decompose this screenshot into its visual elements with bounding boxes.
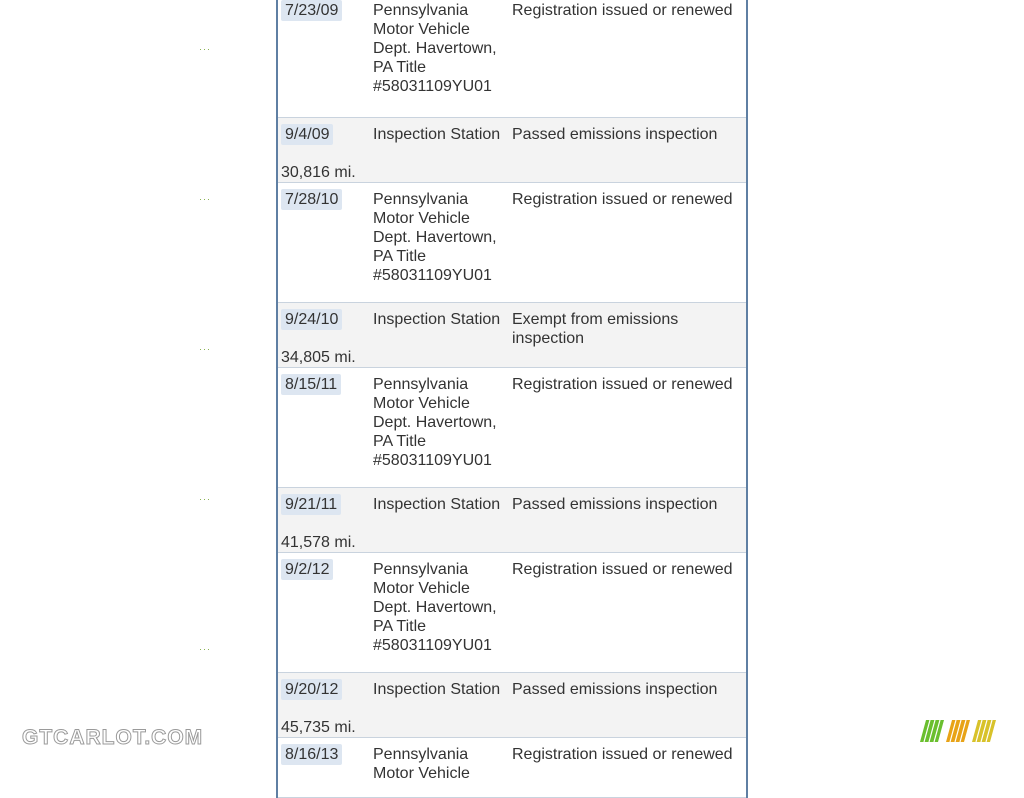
logo-stripe-group-orange xyxy=(946,720,970,742)
record-date: 9/4/09 xyxy=(281,124,333,145)
table-row xyxy=(278,673,746,738)
side-marker: ··· xyxy=(199,644,211,654)
record-date: 8/15/11 xyxy=(281,374,341,395)
logo-stripe-group-yellow xyxy=(972,720,996,742)
record-detail: Passed emissions inspection xyxy=(512,496,718,513)
record-detail: Registration issued or renewed xyxy=(512,2,733,19)
side-marker: ··· xyxy=(199,344,211,354)
record-source: Inspection Station xyxy=(373,681,501,698)
table-row xyxy=(278,0,746,118)
table-row xyxy=(278,183,746,303)
history-table xyxy=(276,0,748,798)
record-date: 7/28/10 xyxy=(281,189,342,210)
record-detail: Registration issued or renewed xyxy=(512,191,733,208)
table-row xyxy=(278,118,746,183)
record-detail: Passed emissions inspection xyxy=(512,126,718,143)
record-date: 9/24/10 xyxy=(281,309,342,330)
record-source: Pennsylvania Motor Vehicle Dept. Havertown, PA Title #58031109YU01 xyxy=(373,191,497,284)
stripes-logo-icon xyxy=(920,720,998,742)
record-source: Inspection Station xyxy=(373,496,501,513)
record-date: 7/23/09 xyxy=(281,0,342,21)
side-marker: ··· xyxy=(199,194,211,204)
record-source: Pennsylvania Motor Vehicle xyxy=(373,746,470,782)
record-date: 8/16/13 xyxy=(281,744,342,765)
record-mileage: 41,578 mi. xyxy=(281,534,356,551)
table-row xyxy=(278,368,746,488)
site-watermark: GTCARLOT.COM xyxy=(22,726,204,749)
side-marker: ··· xyxy=(199,494,211,504)
record-source: Inspection Station xyxy=(373,311,501,328)
record-detail: Registration issued or renewed xyxy=(512,746,733,763)
record-date: 9/2/12 xyxy=(281,559,333,580)
record-mileage: 30,816 mi. xyxy=(281,164,356,181)
record-detail: Registration issued or renewed xyxy=(512,376,733,393)
record-detail: Registration issued or renewed xyxy=(512,561,733,578)
record-source: Pennsylvania Motor Vehicle Dept. Havertown, PA Title #58031109YU01 xyxy=(373,561,497,654)
side-marker: ··· xyxy=(199,44,211,54)
record-detail: Passed emissions inspection xyxy=(512,681,718,698)
record-detail: Exempt from emissions inspection xyxy=(512,311,679,347)
record-source: Inspection Station xyxy=(373,126,501,143)
table-row xyxy=(278,303,746,368)
record-source: Pennsylvania Motor Vehicle Dept. Havertown, PA Title #58031109YU01 xyxy=(373,376,497,469)
record-mileage: 34,805 mi. xyxy=(281,349,356,366)
table-row xyxy=(278,738,746,798)
table-row xyxy=(278,553,746,673)
record-source: Pennsylvania Motor Vehicle Dept. Havertown, PA Title #58031109YU01 xyxy=(373,2,497,95)
record-date: 9/21/11 xyxy=(281,494,341,515)
table-row xyxy=(278,488,746,553)
record-mileage: 45,735 mi. xyxy=(281,719,356,736)
logo-stripe-group-green xyxy=(920,720,944,742)
record-date: 9/20/12 xyxy=(281,679,342,700)
